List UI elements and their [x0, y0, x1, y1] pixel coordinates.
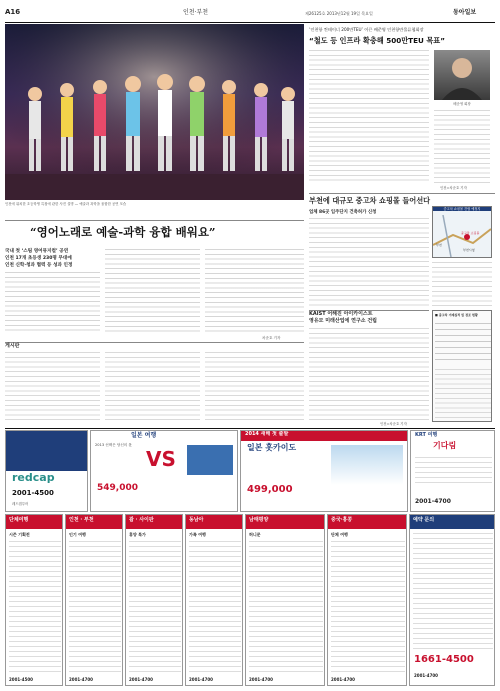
ad-japan-vs-price: 549,000 — [97, 483, 138, 493]
performers-image — [5, 24, 304, 200]
ad-reservation[interactable] — [409, 514, 495, 686]
ad-china-phone: 2001-4700 — [331, 677, 355, 682]
ad-group-tour-title: 단체여행 — [9, 517, 29, 523]
ad-guam-phone: 2001-4700 — [129, 677, 153, 682]
ad-pacific-subtitle: 허니문 — [249, 532, 261, 537]
ad-sea-subtitle: 가족 여행 — [189, 532, 206, 537]
ads-top-rule — [5, 428, 495, 429]
map-title: 중고차 쇼핑몰 건립 예정지 — [433, 207, 491, 211]
section-name: 인천·부천 — [183, 9, 209, 16]
article3-body-right — [432, 262, 492, 306]
ad-china-title: 중국·홍콩 — [331, 517, 353, 523]
article2-photo-caption: 배준영 회장 — [453, 102, 471, 106]
ad-reservation-phone: 2001-4700 — [414, 673, 438, 678]
ad-redcap-logo: redcap — [12, 471, 55, 484]
article4-headline: KAIST 어해진 아이카이스트 — [309, 311, 373, 317]
map-graphic — [433, 215, 491, 257]
ad-reservation-title: 1661-4500 — [414, 654, 474, 665]
issue-info: 제26125호 2013년12월 19일 목요일 — [305, 11, 373, 16]
performance-photo — [5, 24, 304, 200]
article1-lede-3: 인천 신학·청과 협력 등 성과 인정 — [5, 263, 73, 268]
masthead — [5, 8, 495, 22]
article3-body-left — [309, 218, 429, 306]
ad-guam-title: 괌 · 사이판 — [129, 517, 154, 523]
article3-top-rule — [309, 193, 495, 194]
ad-south-pacific[interactable] — [245, 514, 325, 686]
page-number: A16 — [5, 8, 21, 16]
article3-map — [432, 206, 492, 258]
ad-sea-title: 동남아 — [189, 517, 204, 523]
info-box — [432, 310, 492, 422]
article1-headline: “영어노래로 예술-과학 융합 배워요” — [30, 225, 216, 239]
ad-hokkaido-price: 499,000 — [247, 484, 293, 495]
map-label-bucheon: 부천 — [436, 243, 442, 247]
info-box-table — [435, 323, 491, 363]
article2-body-right — [434, 110, 490, 184]
article1-lede-2: 인천 17개 초등생 230명 무대에 — [5, 256, 72, 261]
masthead-rule — [5, 22, 495, 23]
ad-guam[interactable] — [125, 514, 183, 686]
ad-incheon-bucheon[interactable] — [65, 514, 123, 686]
ad-china-hongkong[interactable] — [327, 514, 407, 686]
article4-body — [309, 328, 429, 420]
bulletin-text-col2 — [105, 352, 200, 424]
ad-japan-vs-badge: VS — [146, 447, 176, 471]
article1-top-rule — [5, 220, 304, 221]
ad-guam-subtitle: 휴양 특가 — [129, 532, 146, 537]
article3-subhead: 업체 86곳 입주단지 건축허가 신청 — [309, 210, 377, 215]
ad-japan-vs-title: 일본 여행 — [131, 432, 157, 439]
bulletin-rule — [5, 342, 304, 343]
ad-group-tour-phone: 2001-4500 — [9, 677, 33, 682]
article1-lede-1: 국내 첫 ‘스팀 영어뮤지컬’ 공연 — [5, 249, 69, 254]
ad-japan-vs-note: 2013 선택은 당신의 몫 — [95, 443, 132, 447]
ad-hokkaido-title: 일본 홋카이도 — [247, 443, 297, 452]
ad-reservation-subtitle: 예약 문의 — [413, 517, 435, 523]
map-label-mall: 중고차 쇼핑몰 — [461, 231, 480, 235]
ad-hokkaido[interactable] — [240, 430, 408, 512]
paper-name: 동아일보 — [453, 9, 477, 16]
article1-byline: 차준호 기자 — [262, 336, 281, 340]
ad-redcap-note: 레드캡투어 — [12, 502, 29, 506]
article3-headline: 부천에 대규모 중고차 쇼핑몰 들어선다 — [309, 196, 431, 205]
bulletin-text-col3 — [205, 352, 304, 424]
info-box-title: ■ 중고차 거래실적 및 점포 현황 — [435, 313, 478, 317]
article4-subhead: 영유모 미래산업에 연구소 건립 — [309, 318, 378, 324]
ad-krt-title: KRT 여행 — [415, 432, 438, 438]
ad-redcap-phone: 2001-4500 — [12, 489, 54, 497]
ad-japan-vs[interactable] — [90, 430, 238, 512]
article2-headline: “철도 등 인프라 확충해 500만TEU 목표” — [309, 36, 445, 45]
ad-group-tour[interactable] — [5, 514, 63, 686]
ad-redcap[interactable] — [5, 430, 88, 512]
ad-incheon-subtitle: 인기 여행 — [69, 532, 86, 537]
ad-hokkaido-subtitle: 2014 새해 첫 출발 — [245, 431, 289, 437]
article1-body-col3 — [205, 249, 304, 334]
ad-krt[interactable] — [410, 430, 495, 512]
article2-body-left — [309, 50, 429, 184]
bulletin-title: 게시판 — [5, 343, 20, 349]
ad-krt-subtitle: 기다림 — [433, 441, 457, 450]
ad-incheon-title: 인천 · 부천 — [69, 517, 94, 523]
article2-byline: 인천=차준호 기자 — [440, 186, 467, 190]
ad-sea-phone: 2001-4700 — [189, 677, 213, 682]
ad-china-subtitle: 단체 여행 — [331, 532, 348, 537]
ad-krt-phone: 2001-4700 — [415, 498, 451, 505]
article2-photo — [434, 50, 490, 100]
ad-pacific-title: 남태평양 — [249, 517, 269, 523]
map-label-cityhall: 부천시청 — [463, 248, 475, 252]
bulletin-text-col1 — [5, 352, 100, 424]
ad-pacific-phone: 2001-4700 — [249, 677, 273, 682]
portrait-icon — [434, 50, 490, 100]
photo-caption: 인천에 위치한 초등학생 특집에 관한 사진 설명 — 예술과 과학을 융합한 공연 모습 — [5, 202, 127, 206]
ad-group-tour-subtitle: 시즌 기획전 — [9, 532, 30, 537]
article4-byline: 인천=차준호 기자 — [380, 422, 407, 426]
article2-kicker: ‘인천항 컨테이너 200만TEU’ 이끈 배준영 인천항만물류협회장 — [309, 27, 424, 32]
ad-incheon-phone: 2001-4700 — [69, 677, 93, 682]
article1-body-col2 — [105, 249, 200, 334]
article1-body-col1 — [5, 272, 100, 334]
ad-southeast-asia[interactable] — [185, 514, 243, 686]
info-box-ad — [435, 369, 491, 419]
